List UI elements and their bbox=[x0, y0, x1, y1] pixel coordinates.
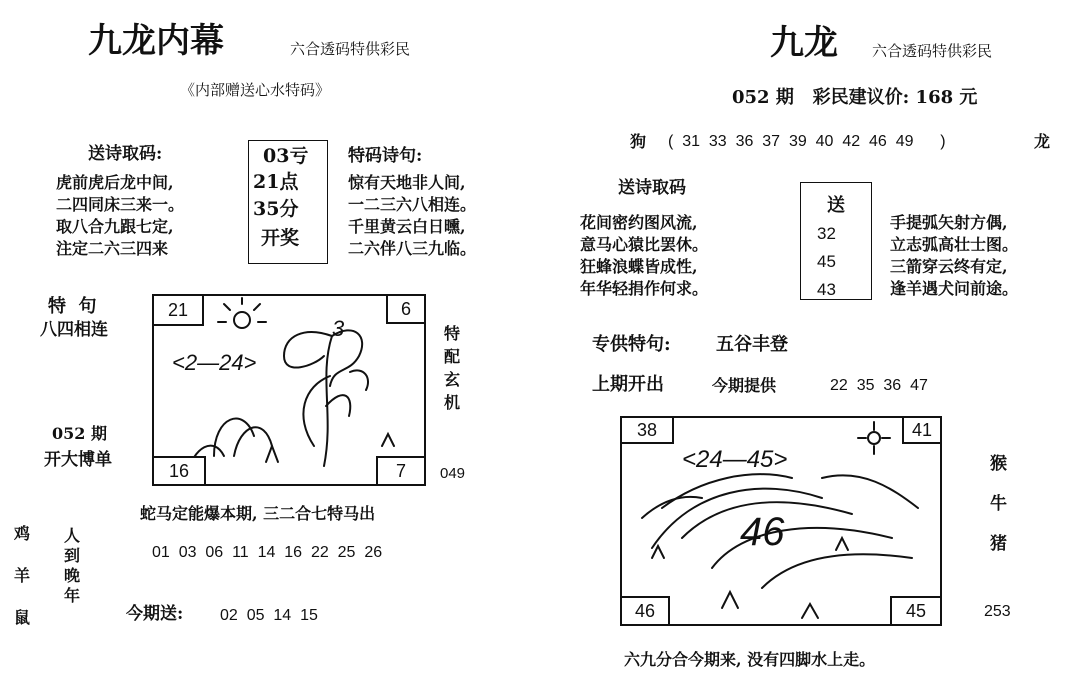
right-subtitle: 六合透码特供彩民 bbox=[872, 42, 993, 60]
right-poem-line: 狂蜂浪蝶皆成性, bbox=[580, 257, 698, 276]
snake-line: 蛇马定能爆本期, 三二合七特马出 bbox=[140, 504, 376, 523]
left-poem-heading: 送诗取码: bbox=[88, 144, 163, 164]
dog-label: 狗 bbox=[630, 132, 647, 151]
left-special-heading: 特码诗句: bbox=[348, 146, 423, 166]
right-poem-right bbox=[890, 212, 1018, 300]
right-title: 九龙 bbox=[770, 23, 838, 63]
animal-char: 羊 bbox=[14, 566, 31, 585]
left-side-number: 049 bbox=[440, 465, 466, 482]
animal-char: 猪 bbox=[990, 534, 1007, 554]
right-corner-bl: 46 bbox=[620, 596, 670, 626]
left-subtitle: 六合透码特供彩民 bbox=[290, 40, 411, 58]
right-animals-vertical bbox=[990, 456, 1007, 576]
left-special-line: 一二三六八相连。 bbox=[348, 195, 477, 214]
right-poem-line: 手提弧矢射方偶, bbox=[890, 213, 1008, 232]
left-special-line: 惊有天地非人间, bbox=[348, 173, 466, 192]
right-poem-line: 意马心猿比罢休。 bbox=[580, 235, 709, 254]
left-side-char: 特 bbox=[444, 324, 461, 343]
left-animals-vertical bbox=[14, 526, 30, 652]
left-issue-sub: 开大博单 bbox=[44, 450, 112, 470]
right-send-line: 送 bbox=[827, 195, 845, 216]
left-corner-br: 7 bbox=[376, 456, 426, 486]
left-corner-tr: 6 bbox=[386, 294, 426, 324]
right-poem-heading: 送诗取码 bbox=[618, 178, 686, 198]
last-label: 上期开出 bbox=[592, 374, 664, 395]
right-poem-line: 三箭穿云终有定, bbox=[890, 257, 1008, 276]
left-poem-line: 取八合九跟七定, bbox=[56, 217, 174, 236]
today-numbers: 02 05 14 15 bbox=[220, 607, 318, 624]
right-poem-left bbox=[580, 212, 708, 300]
left-special-line: 千里黄云白日曛, bbox=[348, 217, 466, 236]
right-poem-line: 花间密约图风流, bbox=[580, 213, 698, 232]
left-special-line: 二六伴八三九临。 bbox=[348, 239, 477, 258]
left-issue-label: 052 期 bbox=[52, 424, 107, 443]
right-send-line: 45 bbox=[817, 252, 836, 271]
left-time-line: 21点 bbox=[253, 171, 299, 193]
right-poem-line: 年华轻捐作何求。 bbox=[580, 279, 709, 298]
right-corner-tr: 41 bbox=[902, 416, 942, 444]
left-side-vertical bbox=[444, 326, 460, 418]
animal-char: 鼠 bbox=[14, 608, 31, 627]
today-label: 今期送: bbox=[126, 604, 184, 624]
left-inner-tag: 《内部赠送心水特码》 bbox=[180, 81, 331, 99]
provide-numbers: 22 35 36 47 bbox=[830, 377, 928, 394]
right-send-line: 43 bbox=[817, 280, 836, 299]
left-time-line: 03亏 bbox=[263, 145, 309, 167]
left-side-char: 机 bbox=[444, 393, 461, 412]
ren-char: 到 bbox=[64, 546, 81, 565]
left-side-char: 配 bbox=[444, 347, 461, 366]
left-time-line: 开奖 bbox=[261, 227, 300, 249]
left-center-number: 3 bbox=[332, 316, 345, 341]
right-range-text: <24—45> bbox=[682, 446, 788, 473]
ren-char: 人 bbox=[64, 526, 81, 545]
animal-char: 牛 bbox=[990, 494, 1007, 514]
right-special-text: 五谷丰登 bbox=[716, 334, 788, 355]
right-corner-br: 45 bbox=[890, 596, 942, 626]
left-corner-tl: 21 bbox=[152, 294, 204, 326]
right-side-number: 253 bbox=[984, 603, 1011, 620]
right-poem-line: 逢羊遇犬问前途。 bbox=[890, 279, 1019, 298]
dragon-label: 龙 bbox=[1034, 132, 1051, 151]
left-poem-line: 注定二六三四来 bbox=[56, 239, 169, 258]
left-poem-line: 虎前虎后龙中间, bbox=[56, 173, 174, 192]
ren-char: 晚 bbox=[64, 566, 81, 585]
ren-char: 年 bbox=[64, 586, 81, 605]
number-row: 01 03 06 11 14 16 22 25 26 bbox=[152, 544, 383, 561]
animal-char: 鸡 bbox=[14, 524, 31, 543]
left-side-char: 玄 bbox=[444, 370, 461, 389]
left-time-line: 35分 bbox=[253, 198, 299, 220]
te-ju-label: 特 句 bbox=[48, 296, 97, 317]
left-title: 九龙内幕 bbox=[88, 21, 224, 61]
right-picture-frame bbox=[620, 416, 942, 626]
te-ju-text: 八四相连 bbox=[40, 320, 108, 340]
right-issue-line: 052 期 彩民建议价: 168 元 bbox=[732, 87, 978, 108]
right-poem-line: 立志弧高壮士图。 bbox=[890, 235, 1019, 254]
ren-vertical bbox=[64, 528, 80, 608]
left-poem bbox=[56, 172, 184, 260]
left-corner-bl: 16 bbox=[152, 456, 206, 486]
right-center-number: 46 bbox=[740, 510, 785, 554]
left-poem-line: 二四同床三来一。 bbox=[56, 195, 185, 214]
left-picture-frame bbox=[152, 294, 426, 486]
provide-label: 今期提供 bbox=[712, 376, 777, 395]
right-send-box bbox=[800, 182, 872, 300]
right-send-line: 32 bbox=[817, 224, 836, 243]
animal-char: 猴 bbox=[990, 454, 1007, 474]
right-corner-tl: 38 bbox=[620, 416, 674, 444]
dog-numbers: ( 31 33 36 37 39 40 42 46 49 ) bbox=[668, 133, 946, 150]
right-special-label: 专供特句: bbox=[592, 334, 671, 355]
left-range-text: <2—24> bbox=[172, 350, 257, 375]
left-time-box bbox=[248, 140, 328, 264]
right-bottom-line: 六九分合今期来, 没有四脚水上走。 bbox=[624, 650, 876, 669]
left-special-poem bbox=[348, 172, 476, 260]
